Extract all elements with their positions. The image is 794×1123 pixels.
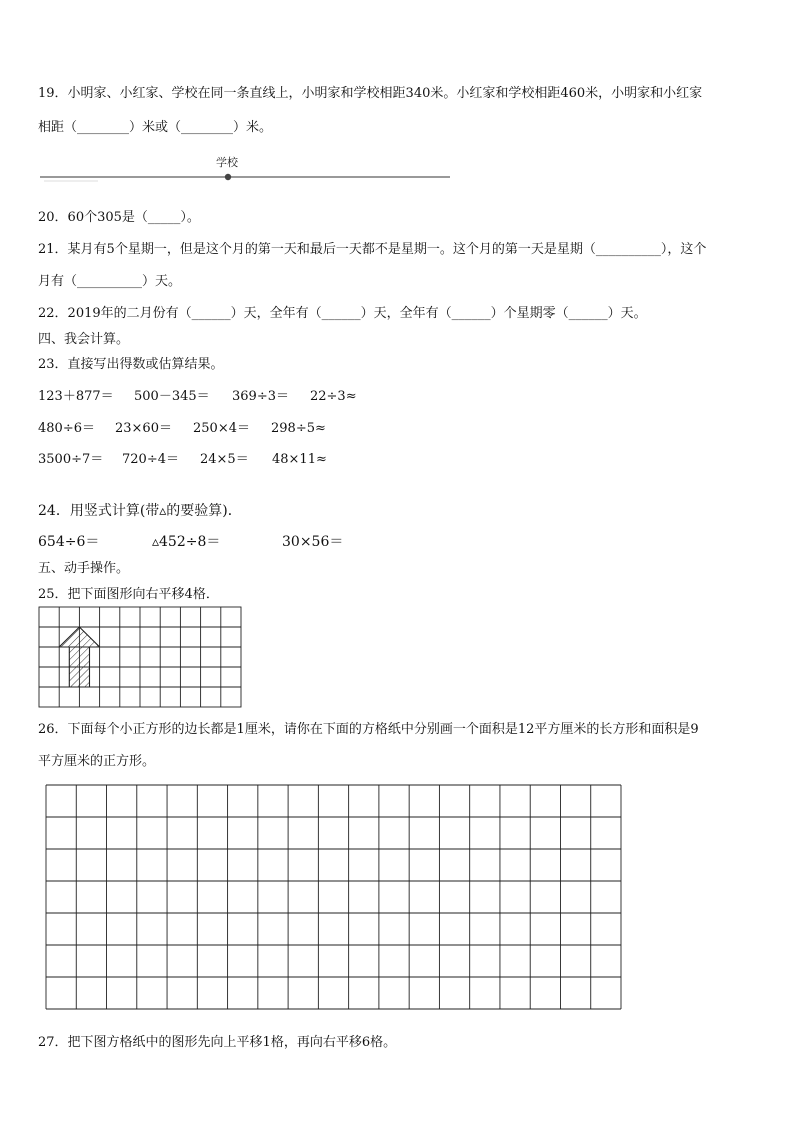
q23-expr: 720÷4＝: [122, 452, 179, 467]
q23-expr: 250×4＝: [193, 421, 250, 436]
arrow-shape: [59, 627, 99, 687]
q19-line1: 19．小明家、小红家、学校在同一条直线上，小明家和学校相距340米。小红家和学校相距460米，小明家和小红家: [38, 86, 703, 101]
q24-title: 24．用竖式计算(带▵的要验算)．: [38, 503, 242, 519]
q23-expr: 480÷6＝: [38, 421, 95, 436]
q27-text: 27．把下图方格纸中的图形先向上平移1格，再向右平移6格。: [38, 1035, 397, 1050]
q25-text: 25．把下面图形向右平移4格．: [38, 587, 219, 602]
q24-items: [38, 531, 343, 551]
school-label: 学校: [216, 157, 238, 169]
q23-expr: 48×11≈: [272, 452, 327, 467]
q23-title: 23．直接写出得数或估算结果。: [38, 357, 224, 372]
q22-text: 22．2019年的二月份有（______）天，全年有（______）天，全年有（______）个星期零（______）天。: [38, 306, 647, 321]
q23-expr: 24×5＝: [200, 452, 249, 467]
q23-row-2: [38, 417, 326, 436]
q23-expr: 369÷3＝: [232, 389, 289, 404]
q20-text: 20．60个305是（_____）。: [38, 210, 200, 225]
section-5-heading: 五、动手操作。: [38, 561, 130, 576]
q23-expr: 22÷3≈: [310, 389, 357, 404]
q24-item: 654÷6＝: [38, 534, 100, 550]
school-line-diagram: [38, 150, 458, 190]
q26-grid: [45, 784, 625, 1012]
q23-expr: 298÷5≈: [271, 421, 326, 436]
q24-item: 30×56＝: [282, 534, 344, 550]
q23-expr: 3500÷7＝: [38, 452, 104, 467]
q23-row-3: [38, 448, 327, 467]
q25-grid: [38, 606, 244, 710]
q23-row-1: [38, 385, 357, 404]
q23-expr: 123＋877＝: [38, 389, 114, 404]
q24-item: ▵452÷8＝: [152, 534, 221, 550]
q23-expr: 23×60＝: [115, 421, 172, 436]
q26-line1: 26．下面每个小正方形的边长都是1厘米，请你在下面的方格纸中分别画一个面积是12平方厘米的长方形和面积是9: [38, 722, 699, 737]
school-point: [225, 174, 231, 180]
q26-line2: 平方厘米的正方形。: [38, 754, 156, 769]
section-4-heading: 四、我会计算。: [38, 332, 130, 347]
q23-expr: 500－345＝: [134, 389, 210, 404]
q21-line2: 月有（__________）天。: [38, 274, 182, 289]
q21-line1: 21．某月有5个星期一，但是这个月的第一天和最后一天都不是星期一。这个月的第一天是星期（__________），这个: [38, 242, 707, 257]
q19-line2: 相距（________）米或（________）米。: [38, 120, 273, 135]
